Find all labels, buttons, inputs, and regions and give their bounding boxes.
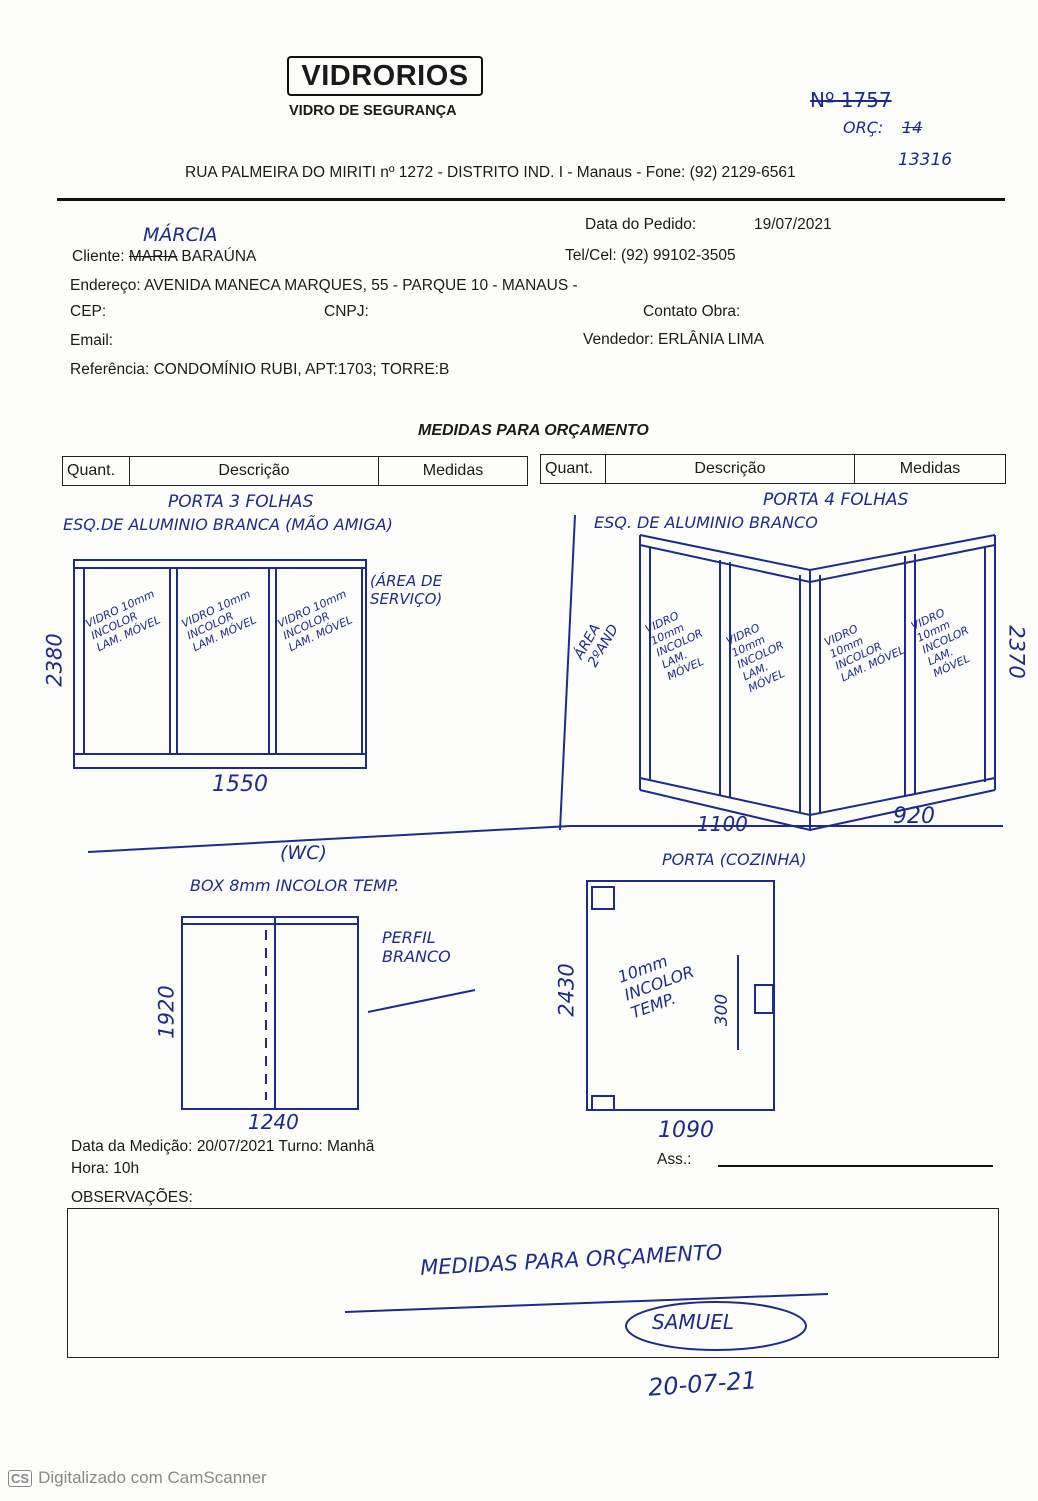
data-medicao-label: Data da Medição: (71, 1138, 193, 1155)
medidas-header: Medidas (855, 455, 1006, 484)
medidas-header: Medidas (379, 457, 528, 486)
camscanner-footer (8, 1468, 267, 1488)
descricao-header: Descrição (130, 457, 379, 486)
client-surname: BARAÚNA (181, 248, 257, 265)
vendedor-label: Vendedor: (583, 331, 654, 348)
medicao-row (71, 1138, 374, 1156)
sketch2-width2: 920 (893, 804, 935, 829)
orc-number: 13316 (898, 150, 953, 170)
obs-box (67, 1208, 999, 1358)
turno-label: Turno: (278, 1138, 323, 1155)
sketch2-height: 2370 (1004, 625, 1029, 679)
sketch3-width: 1240 (248, 1110, 299, 1134)
sketch3-title1: (WC) (280, 842, 327, 864)
obs-label: OBSERVAÇÕES: (71, 1189, 193, 1206)
email-label: Email: (70, 332, 114, 349)
company-logo: VIDRORIOS (287, 56, 483, 96)
client-name-struck: MARIA (128, 248, 178, 265)
section-title: MEDIDAS PARA ORÇAMENTO (418, 422, 649, 439)
hora-row (71, 1160, 139, 1178)
cnpj-label: CNPJ: (324, 303, 369, 320)
sketch4-height: 2430 (554, 963, 579, 1017)
sketch1-panel2: VIDRO 10mm INCOLOR LAM. MÓVEL (179, 587, 259, 655)
camscanner-text: Digitalizado com CamScanner (38, 1468, 267, 1487)
sketch2-title1: PORTA 4 FOLHAS (763, 490, 909, 510)
sketch4-text: 10mm INCOLOR TEMP. (615, 951, 697, 1023)
sketch2-note: ÁREA 2ºAND (571, 621, 623, 670)
sketch4-handle: 300 (712, 993, 733, 1027)
camscanner-icon: CS (8, 1470, 32, 1487)
sketch2-panel3: VIDRO 10mm INCOLOR LAM. MÓVEL (822, 622, 907, 685)
ass-label: Ass.: (657, 1151, 692, 1168)
referencia-value: CONDOMÍNIO RUBI, APT:1703; TORRE:B (153, 361, 450, 378)
sketch1-panel3: VIDRO 10mm INCOLOR LAM. MÓVEL (275, 587, 355, 655)
sketch3-height: 1920 (154, 985, 179, 1039)
obs-text: MEDIDAS PARA ORÇAMENTO (419, 1240, 723, 1280)
sketch3-title2: BOX 8mm INCOLOR TEMP. (190, 876, 400, 895)
data-medicao-value: 20/07/2021 (196, 1138, 275, 1155)
contato-label: Contato Obra: (643, 303, 741, 320)
sketch4-width: 1090 (658, 1118, 714, 1143)
data-pedido-value: 19/07/2021 (754, 216, 832, 233)
sketch3-note: PERFIL BRANCO (382, 928, 451, 966)
sketch1-title1: PORTA 3 FOLHAS (168, 492, 314, 512)
data-pedido-label: Data do Pedido: (585, 216, 697, 233)
company-address: RUA PALMEIRA DO MIRITI nº 1272 - DISTRITO IND. I - Manaus - Fone: (92) 2129-6561 (185, 164, 796, 181)
sketch1-width: 1550 (212, 772, 268, 797)
orc-struck: 14 (902, 118, 923, 137)
order-number: Nº 1757 (810, 88, 892, 112)
company-tagline: VIDRO DE SEGURANÇA (289, 103, 457, 119)
endereco-label: Endereço: (70, 277, 141, 294)
sketch2-panel1: VIDRO 10mm INCOLOR LAM. MÓVEL (643, 609, 706, 684)
quant-header: Quant. (541, 455, 606, 484)
turno-value: Manhã (326, 1138, 375, 1155)
sketch2-panel4: VIDRO 10mm INCOLOR LAM. MÓVEL (909, 606, 972, 681)
signature-date: 20-07-21 (647, 1366, 758, 1402)
sketch2-title2: ESQ. DE ALUMINIO BRANCO (594, 513, 818, 532)
cliente-label: Cliente: (72, 248, 125, 265)
descricao-header: Descrição (606, 455, 855, 484)
sketch2-panel2: VIDRO 10mm INCOLOR LAM. MÓVEL (724, 621, 787, 696)
sketch1-title2: ESQ.DE ALUMINIO BRANCA (MÃO AMIGA) (63, 515, 393, 534)
hora-value: 10h (113, 1160, 140, 1177)
cep-label: CEP: (70, 303, 107, 320)
sketch1-height: 2380 (42, 633, 67, 687)
hora-label: Hora: (71, 1160, 109, 1177)
quant-header: Quant. (63, 457, 130, 486)
client-name-handwritten: MÁRCIA (143, 224, 218, 246)
tel-value: (92) 99102-3505 (621, 247, 736, 264)
endereco-value: AVENIDA MANECA MARQUES, 55 - PARQUE 10 - MANAUS - (144, 277, 578, 294)
sketch1-panel1: VIDRO 10mm INCOLOR LAM. MÓVEL (83, 587, 163, 655)
tel-label: Tel/Cel: (565, 247, 617, 264)
referencia-label: Referência: (70, 361, 150, 378)
sketch1-note: (ÁREA DE SERVIÇO) (370, 572, 443, 608)
signature: SAMUEL (652, 1310, 735, 1334)
sketch2-width1: 1100 (697, 812, 748, 836)
sketch1-frame (74, 560, 366, 768)
vendedor-value: ERLÂNIA LIMA (658, 331, 764, 348)
sketch4-title: PORTA (COZINHA) (662, 850, 807, 869)
orc-label: ORÇ: (843, 118, 884, 137)
